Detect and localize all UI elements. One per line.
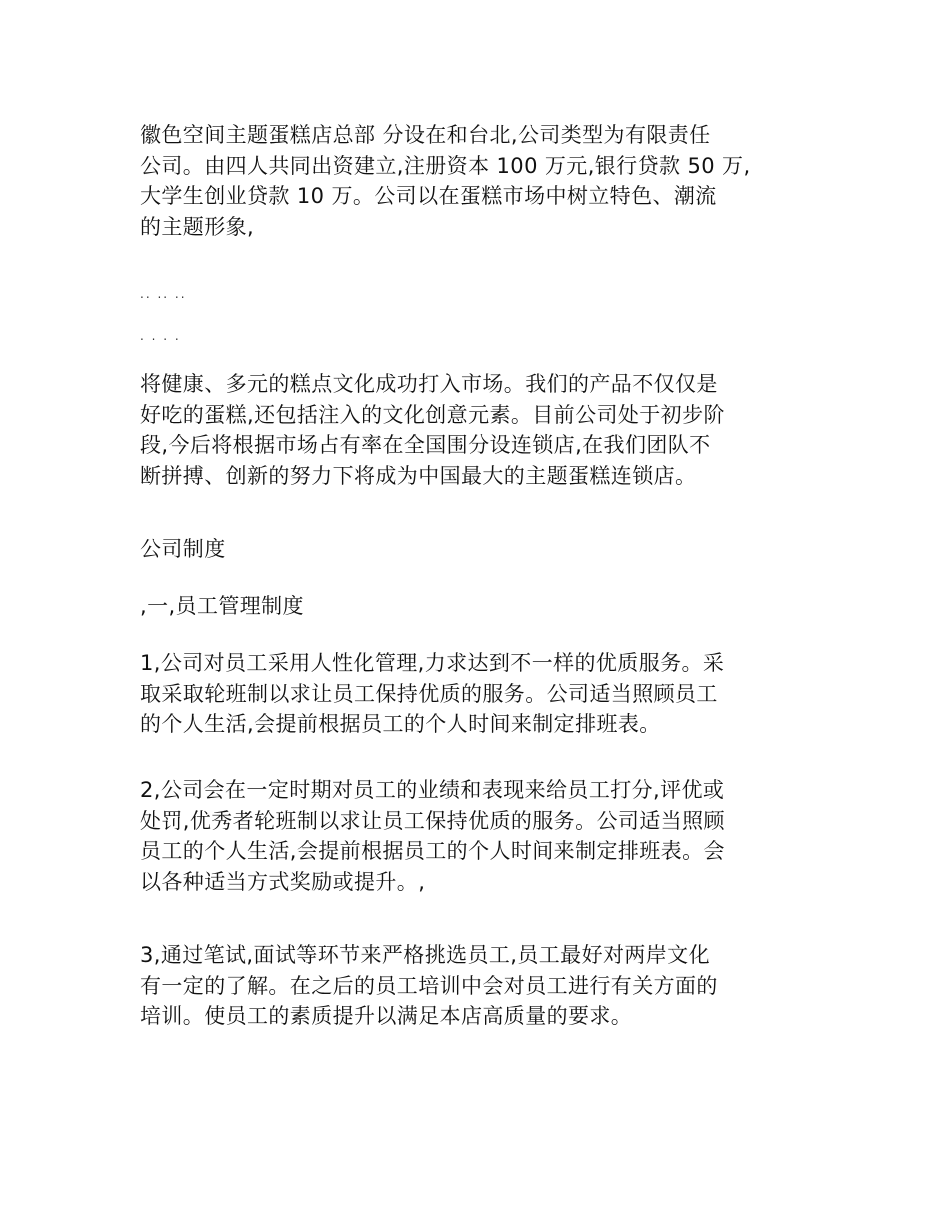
subsection-heading: ,一,员工管理制度: [140, 594, 304, 618]
section-heading: 公司制度: [140, 537, 226, 561]
text-line: 处罚,优秀者轮班制以求让员工保持优质的服务。公司适当照顾: [140, 808, 725, 833]
text-line: 将健康、多元的糕点文化成功打入市场。我们的产品不仅仅是: [140, 372, 718, 396]
text-line: 大学生创业贷款 10 万。公司以在蛋糕市场中树立特色、潮流: [140, 184, 717, 208]
text-line: 好吃的蛋糕,还包括注入的文化创意元素。目前公司处于初步阶: [140, 402, 725, 427]
text-line: 3,通过笔试,面试等环节来严格挑选员工,员工最好对两岸文化: [140, 943, 710, 967]
text-line: 公司。由四人共同出资建立,注册资本 100 万元,银行贷款 50 万,: [140, 153, 751, 178]
text-line: 培训。使员工的素质提升以满足本店高质量的要求。: [140, 1004, 633, 1028]
text-line: 取采取轮班制以求让员工保持优质的服务。公司适当照顾员工: [140, 681, 718, 706]
intro-paragraph: [140, 120, 820, 242]
text-line: 段,今后将根据市场占有率在全国围分设连锁店,在我们团队不: [140, 433, 711, 457]
mission-paragraph: [140, 369, 820, 491]
policy-item-1: [140, 648, 820, 740]
text-line: 员工的个人生活,会提前根据员工的个人时间来制定排班表。会: [140, 839, 725, 863]
separator-dots: .. .. ..: [140, 287, 187, 301]
text-line: 以各种适当方式奖励或提升。,: [140, 869, 426, 894]
text-line: 的个人生活,会提前根据员工的个人时间来制定排班表。: [140, 712, 661, 736]
text-line: 有一定的了解。在之后的员工培训中会对员工进行有关方面的: [140, 973, 718, 998]
text-line: 1,公司对员工采用人性化管理,力求达到不一样的优质服务。采: [140, 651, 725, 675]
separator-dots: . . . .: [140, 329, 181, 343]
text-line: 2,公司会在一定时期对员工的业绩和表现来给员工打分,评优或: [140, 778, 725, 802]
text-line: 徽色空间主题蛋糕店总部 分设在和台北,公司类型为有限责任: [140, 123, 711, 147]
text-line: 断拼搏、创新的努力下将成为中国最大的主题蛋糕连锁店。: [140, 463, 697, 488]
policy-item-3: [140, 940, 820, 1032]
text-line: 的主题形象,: [140, 214, 255, 239]
policy-item-2: [140, 775, 820, 897]
